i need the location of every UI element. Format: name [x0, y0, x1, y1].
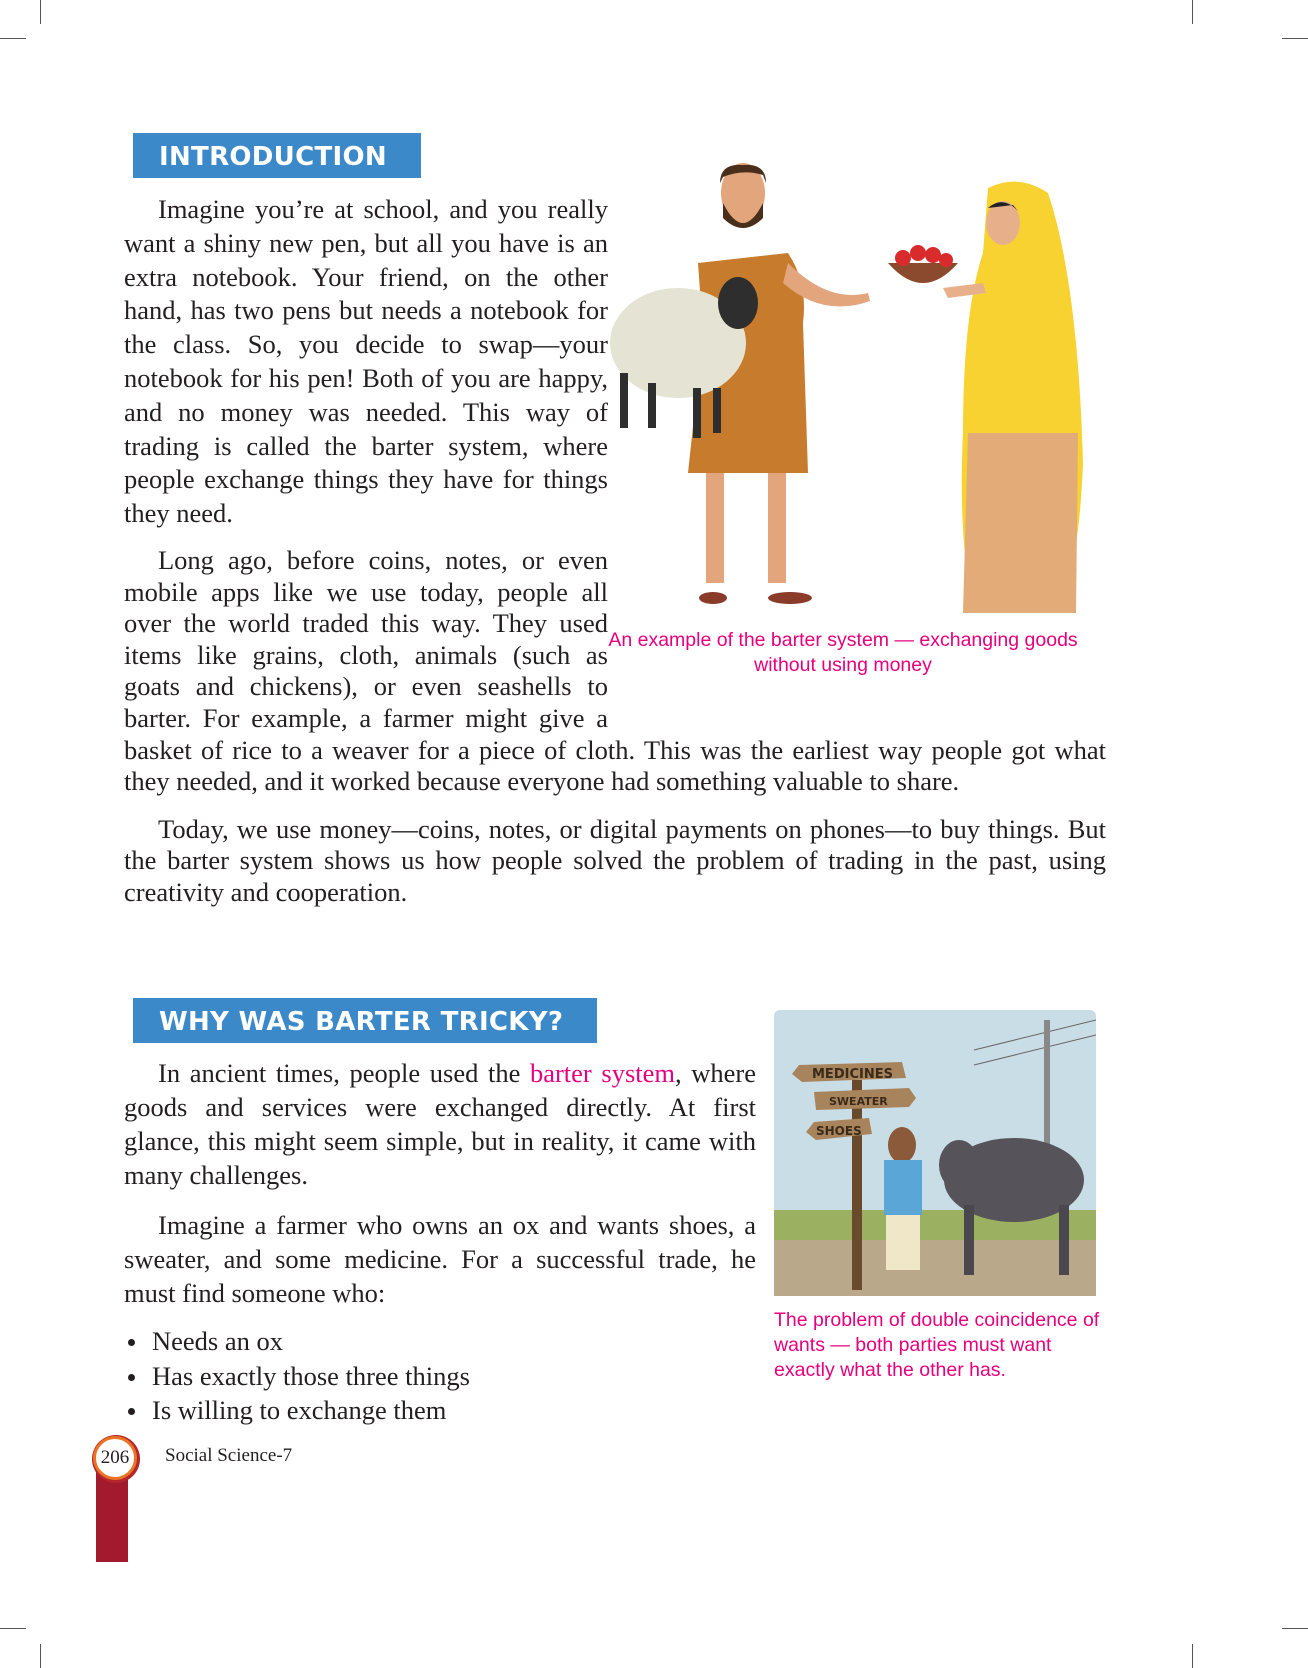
crop-mark: [0, 38, 26, 39]
crop-mark: [1282, 1628, 1308, 1629]
barter-illustration: [608, 133, 1106, 623]
list-item: Needs an ox: [152, 1324, 1102, 1359]
list-item: Is willing to exchange them: [152, 1393, 1102, 1428]
barter-figure: [608, 133, 1106, 705]
intro-paragraph-1: Imagine you’re at school, and you really want a shiny new pen, but all you have is an extra notebook. Your friend, on the other hand, has two pens but needs a notebook for the class. So, you decide to swap—your notebook for his pen! Both of you are happy, and no money was needed. This way of trading is called the barter system, where people exchange things they have for things they need.: [124, 194, 608, 529]
intro-paragraph-2: Long ago, before coins, notes, or even mobile apps like we use today, people all over the world traded this way. They used items like grains, cloth, animals (such as goats and chickens), or even seashells to barter. For example, a farmer might give a basket of rice to a weaver for a piece of cloth. This was the earliest way people got what they needed, and it worked because everyone had something valuable to share.: [124, 544, 1106, 797]
double-coincidence-illustration: [774, 1010, 1096, 1296]
requirements-list: [124, 1324, 1102, 1428]
sign-shoes: SHOES: [816, 1124, 862, 1138]
list-item: Has exactly those three things: [152, 1359, 1102, 1394]
crop-mark: [0, 1628, 26, 1629]
intro-paragraph-3: Today, we use money—coins, notes, or digital payments on phones—to buy things. But the barter system shows us how people solved the problem of trading in the past, using creativity and cooperation.: [124, 813, 1106, 907]
paragraph-text: , where goods and services were exchanged directly. At first glance, this might seem simple, but in reality, it came with many challenges.: [124, 1058, 756, 1190]
crop-mark: [1282, 38, 1308, 39]
section-heading-barter-tricky: WHY WAS BARTER TRICKY?: [133, 998, 597, 1043]
figure-caption: The problem of double coincidence of wants — both parties must want exactly what the other has.: [774, 1309, 1100, 1381]
crop-mark: [40, 1644, 41, 1668]
introduction-section: [124, 133, 1106, 909]
page-number: 206: [93, 1436, 137, 1480]
crop-mark: [1192, 1644, 1193, 1668]
sign-medicines: MEDICINES: [812, 1067, 893, 1082]
barter-tricky-section: [124, 998, 1102, 1428]
crop-mark: [1192, 0, 1193, 24]
figure-caption: An example of the barter system — exchanging goods without using money: [608, 629, 1078, 676]
paragraph-text: In ancient times, people used the: [158, 1058, 530, 1088]
sign-sweater: SWEATER: [829, 1095, 888, 1108]
section-heading-introduction: INTRODUCTION: [133, 133, 421, 178]
highlighted-term: barter system: [529, 1058, 675, 1088]
book-title: Social Science-7: [165, 1445, 293, 1466]
crop-mark: [40, 0, 41, 24]
barter-paragraph-2: Imagine a farmer who owns an ox and wants shoes, a sweater, and some medicine. For a successful trade, he must find someone who:: [124, 1210, 756, 1308]
